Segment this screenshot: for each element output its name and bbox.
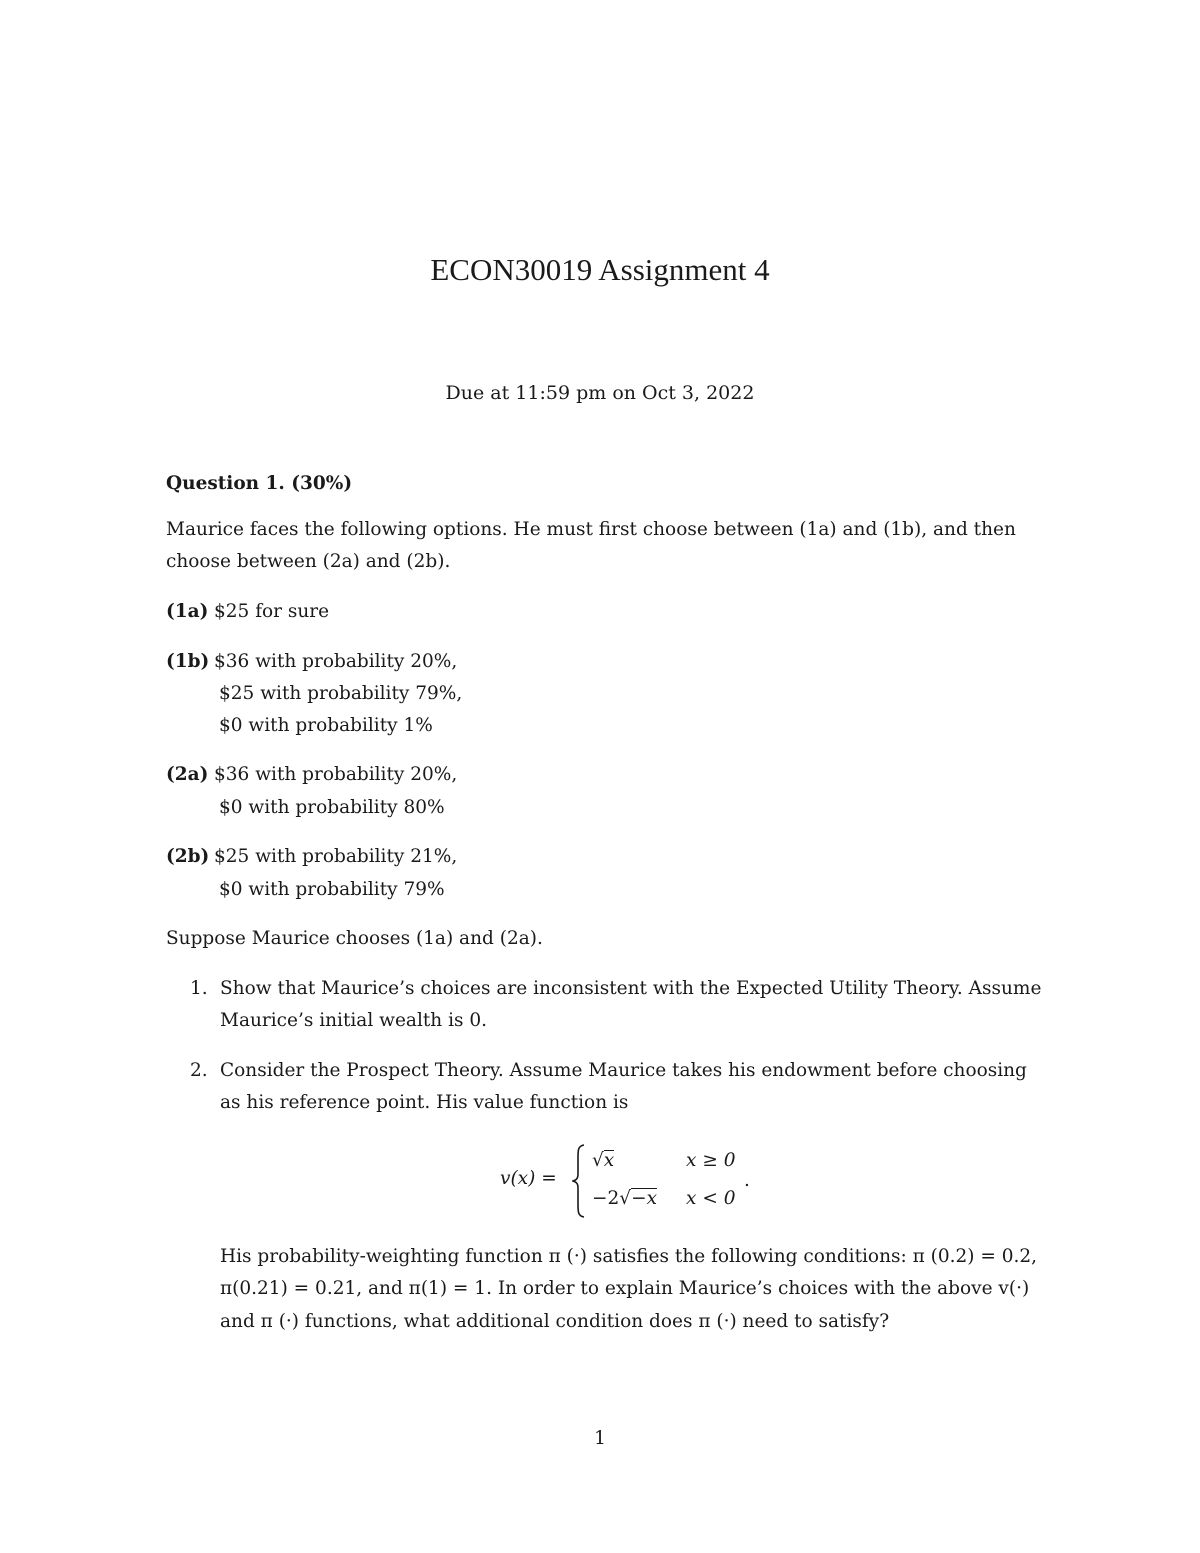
case-1-expression: √x <box>592 1150 615 1171</box>
case-1-condition: x ≥ 0 <box>686 1150 736 1171</box>
pw-line-1: His probability-weighting function π (·) satisfies the following conditions: π (0.2) = 0.2, <box>220 1246 1038 1267</box>
due-date: Due at 11:59 pm on Oct 3, 2022 <box>445 382 755 404</box>
pw-line-2: π(0.21) = 0.21, and π(1) = 1. In order to explain Maurice’s choices with the above v(·) <box>220 1278 1030 1299</box>
option-1b-line-1: $36 with probability 20%, <box>214 651 458 672</box>
intro-line-2: choose between (2a) and (2b). <box>166 551 451 572</box>
intro-line-1: Maurice faces the following options. He must first choose between (1a) and (1b), and then <box>166 519 1016 540</box>
option-2b-line-1: $25 with probability 21%, <box>214 846 458 867</box>
item-2-line-2: as his reference point. His value function is <box>220 1092 629 1113</box>
option-1a-line-1: $25 for sure <box>214 601 330 622</box>
option-2a-line-2: $0 with probability 80% <box>219 797 445 818</box>
option-label-2b: (2b) <box>166 846 210 867</box>
item-2-line-1: Consider the Prospect Theory. Assume Maurice takes his endowment before choosing <box>220 1060 1027 1081</box>
option-label-1b: (1b) <box>166 651 210 672</box>
case-1-radicand: x <box>603 1150 615 1171</box>
item-number-2: 2. <box>190 1060 208 1081</box>
item-1-line-2: Maurice’s initial wealth is 0. <box>220 1010 488 1031</box>
page-number: 1 <box>594 1428 606 1449</box>
option-2a-line-1: $36 with probability 20%, <box>214 764 458 785</box>
value-function-lhs: v(x) = <box>500 1168 557 1189</box>
item-1-line-1: Show that Maurice’s choices are inconsistent with the Expected Utility Theory. Assume <box>220 978 1042 999</box>
case-2-expression: −2√−x <box>592 1188 658 1209</box>
option-2b-line-2: $0 with probability 79% <box>219 879 445 900</box>
option-1b-line-3: $0 with probability 1% <box>219 715 433 736</box>
value-function-equation <box>500 1140 760 1220</box>
option-label-1a: (1a) <box>166 601 209 622</box>
item-number-1: 1. <box>190 978 208 999</box>
equation-end-period: . <box>744 1170 750 1191</box>
case-2-condition: x < 0 <box>686 1188 736 1209</box>
document-title: ECON30019 Assignment 4 <box>430 252 770 287</box>
pw-line-3: and π (·) functions, what additional condition does π (·) need to satisfy? <box>220 1311 890 1332</box>
option-1b-line-2: $25 with probability 79%, <box>219 683 463 704</box>
question-heading: Question 1. (30%) <box>166 473 353 494</box>
case-2-radicand: −x <box>631 1188 658 1209</box>
suppose-text: Suppose Maurice chooses (1a) and (2a). <box>166 928 543 949</box>
left-brace-icon <box>572 1144 586 1218</box>
option-label-2a: (2a) <box>166 764 209 785</box>
